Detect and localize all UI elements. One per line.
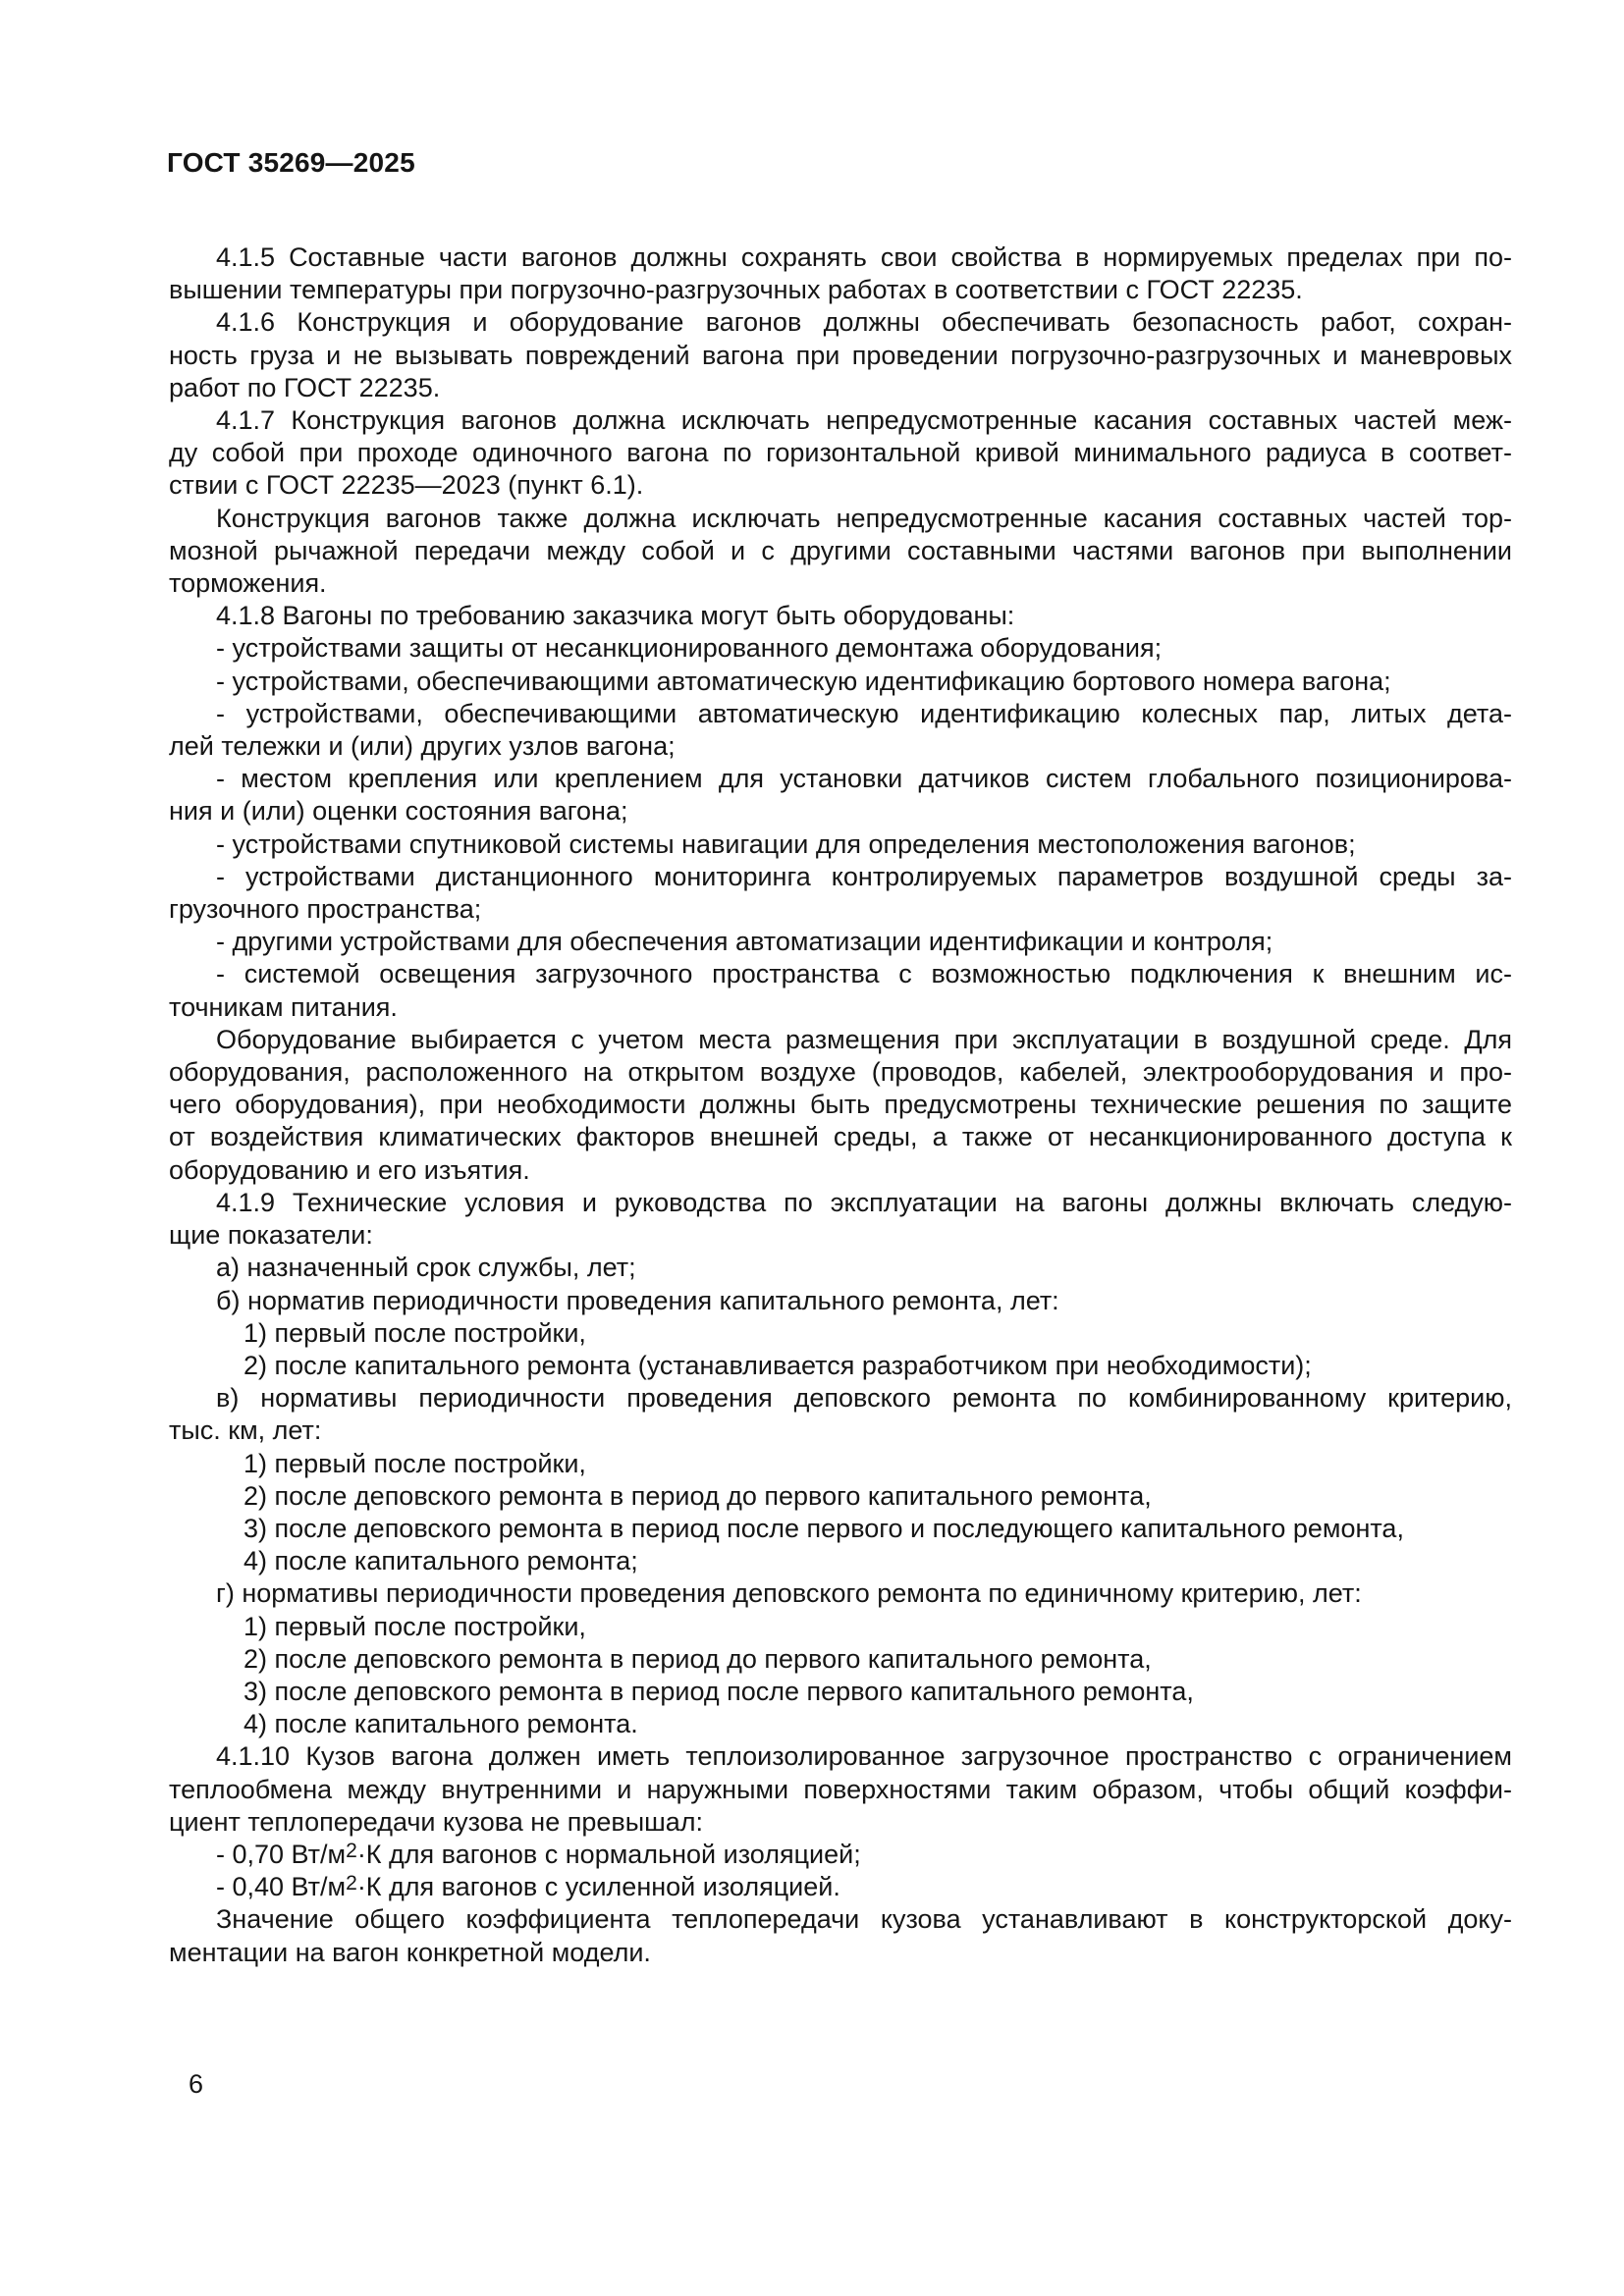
text-line: Оборудование выбирается с учетом места размещения при эксплуатации в воздушной среде. Для [216,1024,1512,1054]
text-line: 3) после деповского ремонта в период после первого и последующего капитального ремонта, [244,1513,1404,1543]
text-line: теплообмена между внутренними и наружными поверхностями таким образом, чтобы общий коэффи- [169,1774,1512,1804]
text-line: ствии с ГОСТ 22235—2023 (пункт 6.1). [169,470,644,501]
superscript-2: 2 [346,1839,357,1862]
text-line: Конструкция вагонов также должна исключать непредусмотренные касания составных частей тор- [216,503,1512,533]
text-line: лей тележки и (или) других узлов вагона; [169,731,676,762]
text-line: щие показатели: [169,1220,373,1251]
text-line: циент теплопередачи кузова не превышал: [169,1806,704,1837]
text-line: ность груза и не вызывать повреждений вагона при проведении погрузочно-разгрузочных и маневровых [169,340,1512,370]
text-line: работ по ГОСТ 22235. [169,372,441,402]
text-line: 2) после деповского ремонта в период до первого капитального ремонта, [244,1480,1152,1511]
text-line: - устройствами спутниковой системы навигации для определения местоположения вагонов; [216,828,1356,859]
text-line: 1) первый после постройки, [244,1448,586,1478]
text-line: ментации на вагон конкретной модели. [169,1937,651,1967]
text-line: 3) после деповского ремонта в период после первого капитального ремонта, [244,1676,1194,1706]
text-line: - системой освещения загрузочного пространства с возможностью подключения к внешним ис- [216,959,1512,989]
document-body [169,241,1512,1969]
text-line: 2) после капитального ремонта (устанавливается разработчиком при необходимости); [244,1350,1312,1380]
text-line: торможения. [169,568,327,599]
text-line: оборудованию и его изъятия. [169,1154,530,1185]
text-line: чего оборудования), при необходимости должны быть предусмотрены технические решения по защите [169,1090,1512,1120]
text-line: 4) после капитального ремонта; [244,1546,638,1576]
text-line: 1) первый после постройки, [244,1317,586,1348]
text-line: 4.1.10 Кузов вагона должен иметь теплоизолированное загрузочное пространство с ограничением [216,1741,1512,1772]
text-line: - 0,70 $Вт/м^2\cdot К$ для вагонов с нормальной изоляцией; [216,1839,861,1869]
text-line: 4.1.9 Технические условия и руководства по эксплуатации на вагоны должны включать следую- [216,1187,1512,1217]
text-line: вышении температуры при погрузочно-разгрузочных работах в соответствии с ГОСТ 22235. [169,275,1303,305]
text-line: 1) первый после постройки, [244,1611,586,1641]
text-line: 4) после капитального ремонта. [244,1709,638,1739]
text-line: 4.1.8 Вагоны по требованию заказчика могут быть оборудованы: [216,601,1015,631]
text-line: 2) после деповского ремонта в период до первого капитального ремонта, [244,1643,1152,1674]
text-line: - другими устройствами для обеспечения автоматизации идентификации и контроля; [216,927,1273,957]
text-line: мозной рычажной передачи между собой и с другими составными частями вагонов при выполнении [169,535,1512,565]
text-line: тыс. км, лет: [169,1415,322,1446]
text-line: ду собой при проходе одиночного вагона по горизонтальной кривой минимального радиуса в соответ- [169,438,1512,468]
text-line: 4.1.6 Конструкция и оборудование вагонов должны обеспечивать безопасность работ, сохран- [216,307,1512,338]
document-code-header: ГОСТ 35269—2025 [167,147,415,178]
text-line: 4.1.5 Составные части вагонов должны сохранять свои свойства в нормируемых пределах при по- [216,242,1512,272]
text-line: - устройствами защиты от несанкционированного демонтажа оборудования; [216,633,1163,664]
text-line: оборудования, расположенного на открытом воздухе (проводов, кабелей, электрооборудования и про- [169,1057,1512,1088]
text-line: грузочного пространства; [169,894,482,925]
page-number: 6 [189,2069,204,2099]
text-line: от воздействия климатических факторов внешней среды, а также от несанкционированного доступа к [169,1122,1512,1152]
text-line: Значение общего коэффициента теплопередачи кузова устанавливают в конструкторской доку- [216,1904,1512,1935]
text-line: - устройствами, обеспечивающими автоматическую идентификацию бортового номера вагона; [216,666,1391,696]
text-line: а) назначенный срок службы, лет; [216,1253,636,1283]
superscript-2: 2 [346,1872,357,1896]
text-line: - устройствами, обеспечивающими автоматическую идентификацию колесных пар, литых дета- [216,698,1512,728]
text-line: точникам питания. [169,991,398,1022]
text-line: 4.1.7 Конструкция вагонов должна исключать непредусмотренные касания составных частей меж- [216,405,1512,436]
text-line: в) нормативы периодичности проведения деповского ремонта по комбинированному критерию, [216,1383,1512,1414]
text-line: г) нормативы периодичности проведения деповского ремонта по единичному критерию, лет: [216,1578,1362,1609]
text-line: ния и (или) оценки состояния вагона; [169,796,628,827]
text-line: - местом крепления или креплением для установки датчиков систем глобального позиционирова- [216,764,1512,794]
text-line: - 0,40 $Вт/м^2\cdot К$ для вагонов с усиленной изоляцией. [216,1872,840,1902]
text-line: б) норматив периодичности проведения капитального ремонта, лет: [216,1285,1059,1315]
text-line: - устройствами дистанционного мониторинга контролируемых параметров воздушной среды за- [216,861,1512,891]
